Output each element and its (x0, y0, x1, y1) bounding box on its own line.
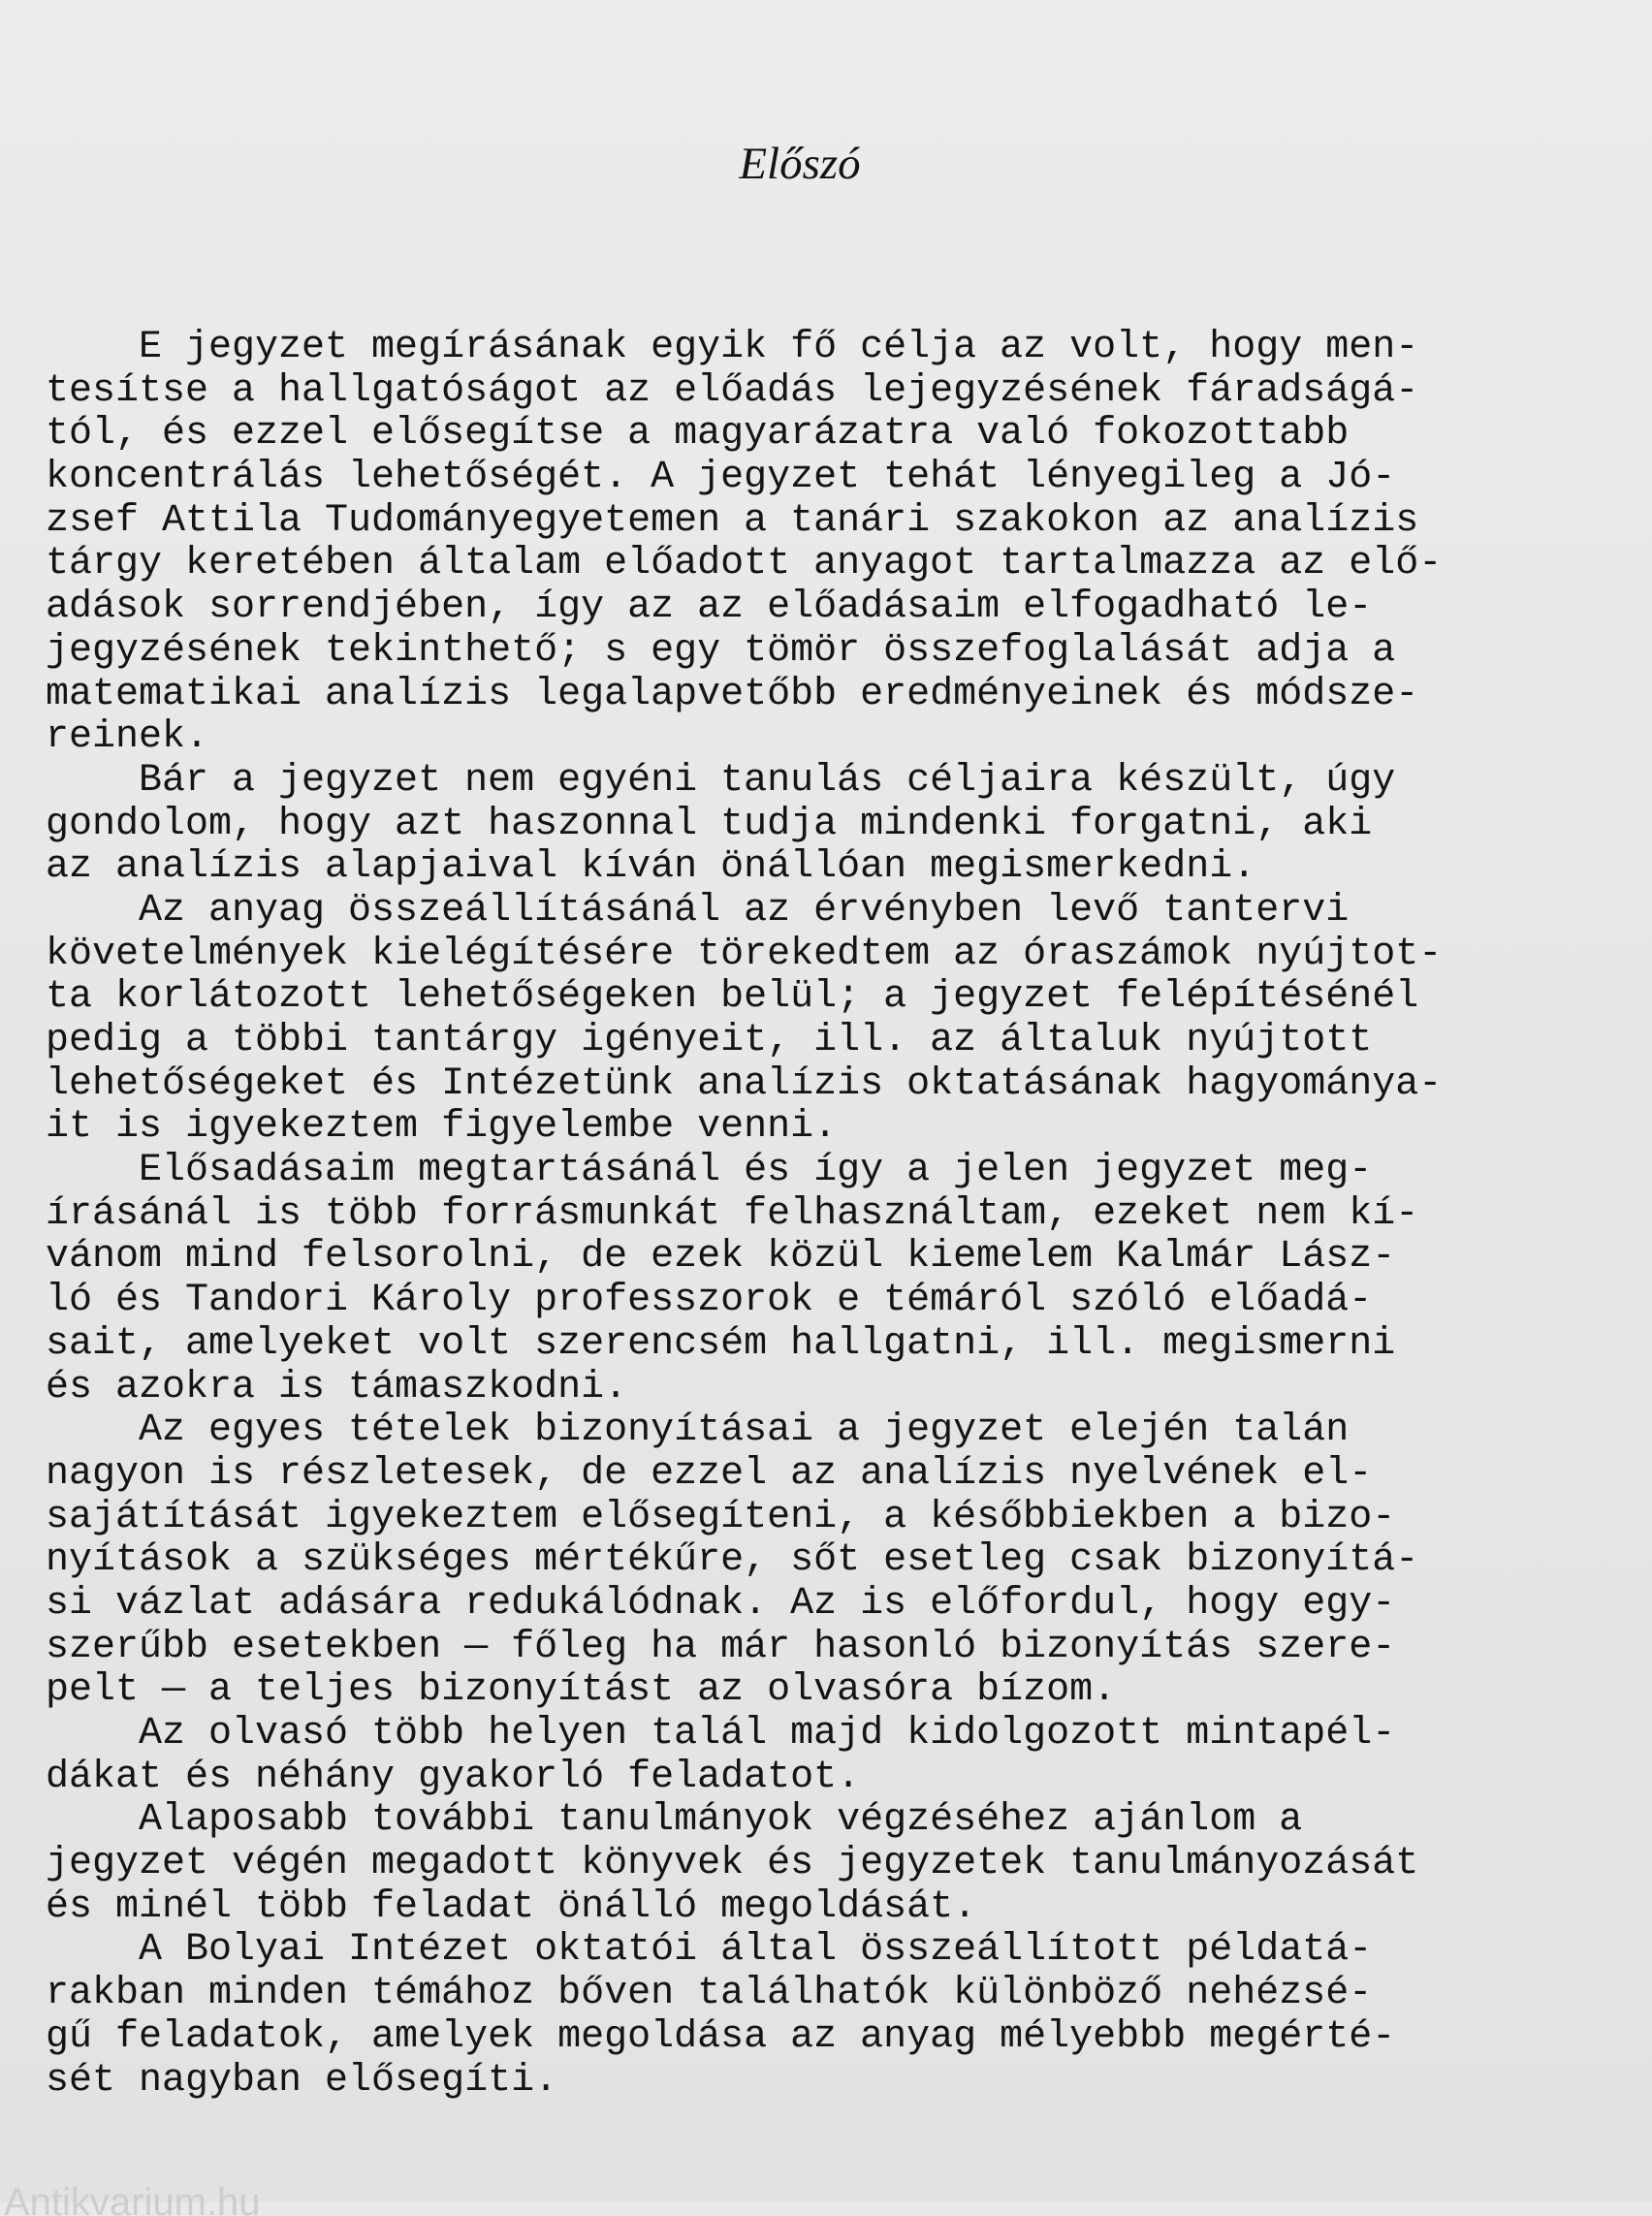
text-line: jegyzésének tekinthető; s egy tömör összefoglalását adja a (46, 628, 1396, 673)
preface-body (46, 327, 1616, 2103)
text-line: matematikai analízis legalapvetőbb eredményeinek és módsze- (46, 672, 1419, 716)
text-line: Az anyag összeállításánál az érvényben levő tantervi (46, 888, 1350, 933)
text-line: reinek. (46, 715, 209, 760)
text-line: gű feladatok, amelyek megoldása az anyag mélyebbb megérté- (46, 2014, 1396, 2059)
text-line: sait, amelyeket volt szerencsém hallgatni, ill. megismerni (46, 1321, 1396, 1366)
text-line: it is igyekeztem figyelembe venni. (46, 1105, 838, 1150)
text-line: sét nagyban elősegíti. (46, 2058, 558, 2103)
text-line: nagyon is részletesek, de ezzel az analízis nyelvének el- (46, 1451, 1373, 1496)
text-line: Az olvasó több helyen talál majd kidolgozott mintapél- (46, 1712, 1396, 1756)
text-line: tesítse a hallgatóságot az előadás lejegyzésének fáradságá- (46, 368, 1419, 413)
watermark: Antikvarium.hu (4, 2181, 261, 2216)
text-line: Bár a jegyzet nem egyéni tanulás céljaira készült, úgy (46, 758, 1396, 803)
text-line: Az egyes tételek bizonyításai a jegyzet elején talán (46, 1409, 1350, 1453)
text-line: vánom mind felsorolni, de ezek közül kiemelem Kalmár Lász- (46, 1235, 1396, 1280)
text-line: követelmények kielégítésére törekedtem az óraszámok nyújtot- (46, 932, 1443, 976)
text-line: rakban minden témához bőven találhatók különböző nehézsé- (46, 1972, 1373, 2016)
text-line: szerűbb esetekben — főleg ha már hasonló bizonyítás szere- (46, 1625, 1396, 1669)
text-line: koncentrálás lehetőségét. A jegyzet tehát lényegileg a Jó- (46, 456, 1396, 500)
text-line: pelt — a teljes bizonyítást az olvasóra bízom. (46, 1668, 1117, 1713)
text-line: jegyzet végén megadott könyvek és jegyzetek tanulmányozását (46, 1842, 1419, 1886)
text-line: ta korlátozott lehetőségeken belül; a jegyzet felépítésénél (46, 975, 1419, 1020)
text-line: A Bolyai Intézet oktatói által összeállított példatá- (46, 1928, 1373, 1973)
text-line: nyítások a szükséges mértékűre, sőt esetleg csak bizonyítá- (46, 1538, 1419, 1583)
text-line: sajátítását igyekeztem elősegíteni, a későbbiekben a bizo- (46, 1495, 1396, 1539)
text-line: tárgy keretében általam előadott anyagot tartalmazza az elő- (46, 542, 1443, 586)
text-line: az analízis alapjaival kíván önállóan megismerkedni. (46, 845, 1256, 890)
text-line: lehetőségeket és Intézetünk analízis oktatásának hagyománya- (46, 1061, 1443, 1106)
text-line: ló és Tandori Károly professzorok e témáról szóló előadá- (46, 1279, 1373, 1323)
text-line: dákat és néhány gyakorló feladatot. (46, 1755, 861, 1799)
text-line: adások sorrendjében, így az az előadásaim elfogadható le- (46, 586, 1373, 630)
text-line: si vázlat adására redukálódnak. Az is előfordul, hogy egy- (46, 1581, 1396, 1626)
text-line: pedig a többi tantárgy igényeit, ill. az általuk nyújtott (46, 1019, 1373, 1062)
text-line: és azokra is támaszkodni. (46, 1365, 628, 1409)
text-line: Elősadásaim megtartásánál és így a jelen jegyzet meg- (46, 1149, 1373, 1193)
text-line: gondolom, hogy azt haszonnal tudja mindenki forgatni, aki (46, 802, 1373, 846)
text-line: tól, és ezzel elősegítse a magyarázatra való fokozottabb (46, 412, 1350, 457)
page-title: Előszó (739, 139, 861, 189)
text-line: E jegyzet megírásának egyik fő célja az volt, hogy men- (46, 326, 1419, 369)
text-line: Alaposabb további tanulmányok végzéséhez ajánlom a (46, 1798, 1303, 1843)
text-line: és minél több feladat önálló megoldását. (46, 1884, 977, 1929)
text-line: zsef Attila Tudományegyetemen a tanári szakokon az analízis (46, 498, 1419, 543)
text-line: írásánál is több forrásmunkát felhasználtam, ezeket nem kí- (46, 1191, 1419, 1236)
